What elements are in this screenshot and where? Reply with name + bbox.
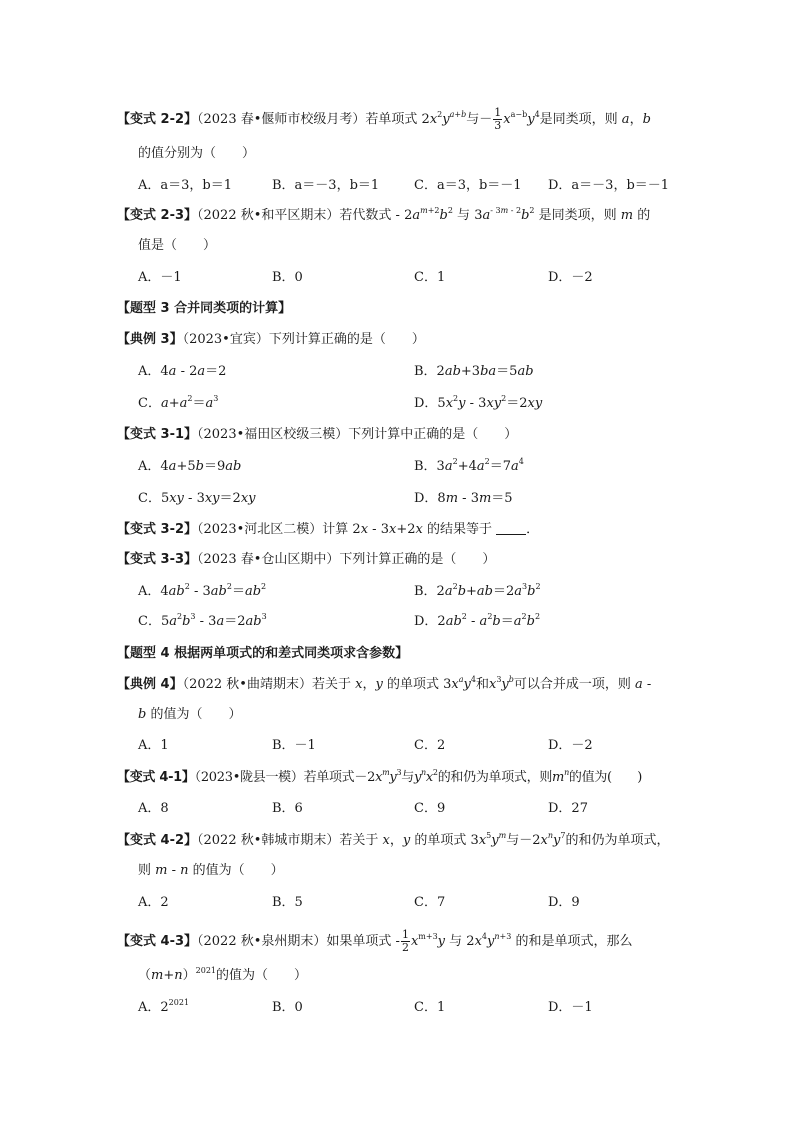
question-tag: 【变式 4-2】: [117, 833, 198, 848]
option-c[interactable]: C．1: [414, 270, 446, 285]
option-c[interactable]: C．5xy - 3xy＝2xy: [138, 491, 256, 506]
option-b[interactable]: B．5: [272, 895, 303, 910]
option-c[interactable]: C．$5a^2b^3 - 3a=2ab^3$: [138, 612, 267, 629]
question-tag: 【变式 4-1】: [117, 770, 195, 785]
option-c[interactable]: C．2: [414, 738, 446, 753]
question-source: （2023•河北区二模）: [197, 522, 323, 537]
option-d[interactable]: D．－1: [548, 1000, 593, 1015]
question-tag: 【变式 2-3】: [117, 208, 198, 223]
option-c[interactable]: C．1: [414, 1000, 446, 1015]
question-3-3: 【变式 3-3】（2023 春•仓山区期中）下列计算正确的是（ ）: [117, 552, 496, 567]
question-4-3-cont: $(m+n)^{2021}$的值为（ ）: [138, 966, 308, 983]
math-monomial: $2x^4y^{n+3}$: [466, 932, 512, 949]
question-2-3-cont: 值是（ ）: [138, 238, 217, 253]
question-4-2: 【变式 4-2】（2022 秋•韩城市期末）若关于 x，y 的单项式 $3x^5y^m$与$-2x^ny^7$的和仍为单项式，: [117, 831, 670, 848]
option-a[interactable]: A．1: [138, 738, 169, 753]
question-source: （2023•福田区校级三模）: [197, 427, 349, 442]
math-monomial: $\frac{1}{2}$ $x^{m+3}y$: [401, 928, 446, 954]
math-monomial: $3x^ay^4$: [443, 675, 476, 692]
question-source: （2022 秋•泉州期末）: [197, 934, 327, 949]
math-monomial: $m^n$: [552, 768, 569, 785]
question-tag: 【变式 4-3】: [117, 934, 198, 949]
question-2-2: 【变式 2-2】（2023 春•偃师市校级月考）若单项式 $2x^2y^{a+b}$与－ $\frac{1}{3}$ $x^{a-b}y^4$是同类项，则 a，b: [117, 106, 651, 132]
question-source: （2023•宜宾）: [182, 332, 269, 347]
example-4: 【典例 4】（2022 秋•曲靖期末）若关于 x，y 的单项式 $3x^ay^4$和$x^3y^b$可以合并成一项，则 a -: [117, 675, 652, 692]
math-monomial: $3x^5y^m$: [470, 831, 507, 848]
question-4-3: 【变式 4-3】（2022 秋•泉州期末）如果单项式 - $\frac{1}{2}$ $x^{m+3}y$ 与 $2x^4y^{n+3}$ 的和是单项式，那么: [117, 928, 633, 954]
option-b[interactable]: B．0: [272, 270, 303, 285]
option-d[interactable]: D．27: [548, 801, 588, 816]
option-d[interactable]: D．$5x^2y - 3xy^2=2xy$: [414, 394, 543, 411]
question-tag: 【变式 3-2】: [117, 522, 198, 537]
question-tag: 【典例 4】: [117, 677, 183, 692]
option-a[interactable]: A．$4ab^2 - 3ab^2=ab^2$: [138, 582, 267, 599]
example-4-cont: b 的值为（ ）: [138, 707, 242, 722]
question-tag: 【典例 3】: [117, 332, 183, 347]
section-heading-4: 【题型 4 根据两单项式的和差式同类项求含参数】: [117, 646, 409, 661]
option-b[interactable]: B．0: [272, 1000, 303, 1015]
question-source: （2022 秋•曲靖期末）: [182, 677, 312, 692]
question-4-1: 【变式 4-1】（2023•陇县一模）若单项式$-2x^my^3$与$y^nx^2$的和仍为单项式，则$m^n$的值为( ): [117, 768, 642, 785]
option-d[interactable]: D．8m - 3m＝5: [414, 491, 513, 506]
question-4-2-cont: 则 m - n 的值为（ ）: [138, 863, 284, 878]
question-tag: 【变式 3-1】: [117, 427, 198, 442]
option-a[interactable]: A．a＝3，b＝1: [138, 178, 233, 193]
option-b[interactable]: B．$3a^2+4a^2=7a^4$: [414, 457, 524, 474]
option-a[interactable]: A．8: [138, 801, 169, 816]
question-source: （2022 秋•韩城市期末）: [197, 833, 340, 848]
math-monomial: － $\frac{1}{3}$ $x^{a-b}y^4$: [479, 106, 540, 132]
option-c[interactable]: C．9: [414, 801, 446, 816]
option-b[interactable]: B．a＝－3，b＝1: [272, 178, 380, 193]
option-b[interactable]: B．－1: [272, 738, 316, 753]
math-monomial: $2x^ny^7$: [532, 831, 566, 848]
option-a[interactable]: A．2: [138, 895, 169, 910]
option-c[interactable]: C．a＝3，b＝－1: [414, 178, 522, 193]
option-a[interactable]: A．4a - 2a＝2: [138, 364, 227, 379]
math-monomial: $2x^my^3$: [367, 768, 402, 785]
option-a[interactable]: A．$2^{2021}$: [138, 998, 190, 1015]
question-2-2-cont: 的值分别为（ ）: [138, 146, 256, 161]
question-3-1: 【变式 3-1】（2023•福田区校级三模）下列计算中正确的是（ ）: [117, 427, 518, 442]
question-source: （2023 春•偃师市校级月考）: [197, 112, 366, 127]
option-a[interactable]: A．－1: [138, 270, 182, 285]
math-monomial: $3a^{- 3m - 2}b^2$: [474, 206, 535, 223]
answer-blank[interactable]: [496, 522, 526, 535]
math-monomial: $y^nx^2$: [413, 768, 438, 785]
option-b[interactable]: B．$2a^2b+ab=2a^3b^2$: [414, 582, 541, 599]
question-3-2: 【变式 3-2】（2023•河北区二模）计算 2x - 3x+2x 的结果等于 ．: [117, 522, 540, 537]
question-source: （2023 春•仓山区期中）: [197, 552, 340, 567]
option-d[interactable]: D．$2ab^2 - a^2b=a^2b^2$: [414, 612, 541, 629]
option-d[interactable]: D．－2: [548, 270, 593, 285]
example-3: 【典例 3】（2023•宜宾）下列计算正确的是（ ）: [117, 332, 425, 347]
question-2-3: 【变式 2-3】（2022 秋•和平区期末）若代数式 - $2a^{m+2}b^2$ 与 $3a^{- 3m - 2}b^2$ 是同类项，则 m 的: [117, 206, 651, 223]
option-d[interactable]: D．－2: [548, 738, 593, 753]
option-b[interactable]: B．6: [272, 801, 303, 816]
math-expression: 2x - 3x+2x: [352, 522, 423, 537]
option-d[interactable]: D．9: [548, 895, 580, 910]
question-tag: 【变式 2-2】: [117, 112, 198, 127]
question-source: （2023•陇县一模）: [194, 770, 304, 785]
option-a[interactable]: A．4a+5b＝9ab: [138, 459, 242, 474]
question-source: （2022 秋•和平区期末）: [197, 208, 340, 223]
math-monomial: $x^3y^b$: [488, 675, 514, 692]
math-monomial: $2x^2y^{a+b}$: [421, 110, 467, 127]
math-expression: $(m+n)^{2021}$: [138, 966, 216, 983]
section-heading-3: 【题型 3 合并同类项的计算】: [117, 301, 292, 316]
option-b[interactable]: B．2ab+3ba＝5ab: [414, 364, 534, 379]
math-monomial: - $2a^{m+2}b^2$: [395, 206, 453, 223]
option-d[interactable]: D．a＝－3，b＝－1: [548, 178, 670, 193]
option-c[interactable]: C．$a+a^2=a^3$: [138, 394, 219, 411]
option-c[interactable]: C．7: [414, 895, 446, 910]
question-tag: 【变式 3-3】: [117, 552, 198, 567]
